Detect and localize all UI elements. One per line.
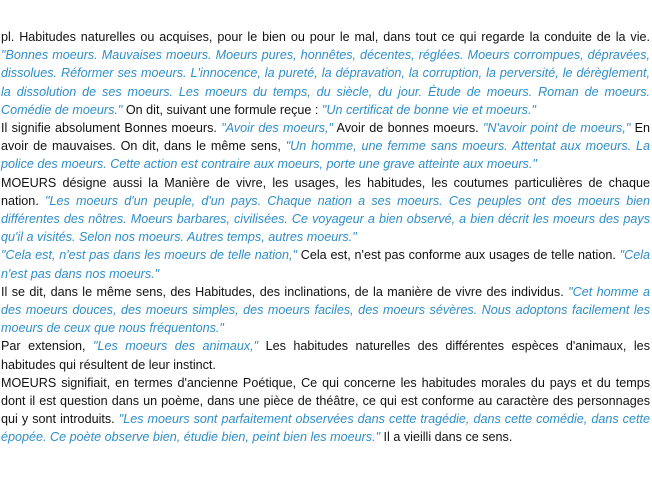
definition-text: MOEURS signifiait, en termes d'ancienne Poétique, Ce qui concerne les habitudes morales du pays et du temps dont il est question dans un poème, dans une pièce de théâtre, ce qui est conforme au caractère des personnages qui y sont introduits.: [1, 375, 650, 427]
definition-paragraph: [1, 374, 650, 447]
definition-text: MOEURS désigne aussi la Manière de vivre, les usages, les habitudes, les coutumes particulières de chaque nation.: [1, 175, 650, 208]
example-quote: "Un homme, une femme sans moeurs. Attentat aux moeurs. La police des moeurs. Cette action est contraire aux moeurs, porte une grave atteinte aux moeurs.": [1, 139, 650, 172]
example-quote: "Bonnes moeurs. Mauvaises moeurs. Moeurs pures, honnêtes, décentes, réglées. Moeurs corrompues, dépravées, dissolues. Réformer ses moeurs. L'innocence, la pureté, la dépravation, la corruption, la perversité, le dérèglement, la dissolution de ses moeurs. Les moeurs du temps, du siècle, du jour. Étude de moeurs. Roman de moeurs. Comédie de moeurs.": [1, 48, 650, 117]
definition-text: Il signifie absolument Bonnes moeurs.: [1, 121, 222, 136]
definition-text: Il se dit, dans le même sens, des Habitudes, des inclinations, de la manière de vivre des individus.: [1, 284, 569, 299]
definition-text: Avoir de bonnes moeurs.: [332, 121, 483, 136]
definition-text: Par extension,: [1, 339, 93, 354]
definition-paragraph: [1, 174, 650, 247]
example-quote: "Les moeurs d'un peuple, d'un pays. Chaque nation a ses moeurs. Ces peuples ont des moeurs bien différentes des nôtres. Moeurs barbares, civilisées. Ce voyageur a bien observé, a bien décrit les moeurs des pays qu'il a visités. Selon nos moeurs. Autres temps, autres moeurs.": [1, 193, 651, 245]
definition-text: Cela est, n'est pas conforme aux usages de telle nation.: [297, 248, 620, 263]
definition-paragraph: [1, 246, 650, 282]
definition-text: pl. Habitudes naturelles ou acquises, pour le bien ou pour le mal, dans tout ce qui regarde la conduite de la vie.: [1, 30, 650, 44]
example-quote: "Les moeurs sont parfaitement observées dans cette tragédie, dans cette comédie, dans cette épopée. Ce poète observe bien, étudie bien, peint bien les moeurs.": [1, 412, 650, 445]
definition-body: [0, 28, 652, 447]
definition-paragraph: [1, 28, 650, 119]
definition-paragraph: [1, 337, 650, 373]
example-quote: "Les moeurs des animaux,": [93, 339, 259, 354]
example-quote: "Un certificat de bonne vie et moeurs.": [321, 102, 536, 117]
definition-paragraph: [1, 283, 650, 338]
example-quote: "N'avoir point de moeurs,": [482, 121, 631, 136]
example-quote: "Cet homme a des moeurs douces, des moeurs simples, des moeurs faciles, des moeurs sévères. Nous adoptons facilement les moeurs de ceux que nous fréquentons.": [1, 284, 650, 336]
example-quote: "Cela n'est pas dans nos moeurs.": [1, 248, 650, 281]
definition-text: Il a vieilli dans ce sens.: [380, 430, 513, 445]
example-quote: "Cela est, n'est pas dans les moeurs de telle nation,": [1, 248, 297, 263]
example-quote: "Avoir des moeurs,": [221, 121, 333, 136]
definition-paragraph: [1, 119, 650, 174]
definition-text: Les habitudes naturelles des différentes espèces d'animaux, les habitudes qui résultent de leur instinct.: [1, 339, 650, 372]
definition-text: On dit, suivant une formule reçue :: [122, 102, 322, 117]
definition-text: En avoir de mauvaises. On dit, dans le même sens,: [1, 121, 651, 154]
